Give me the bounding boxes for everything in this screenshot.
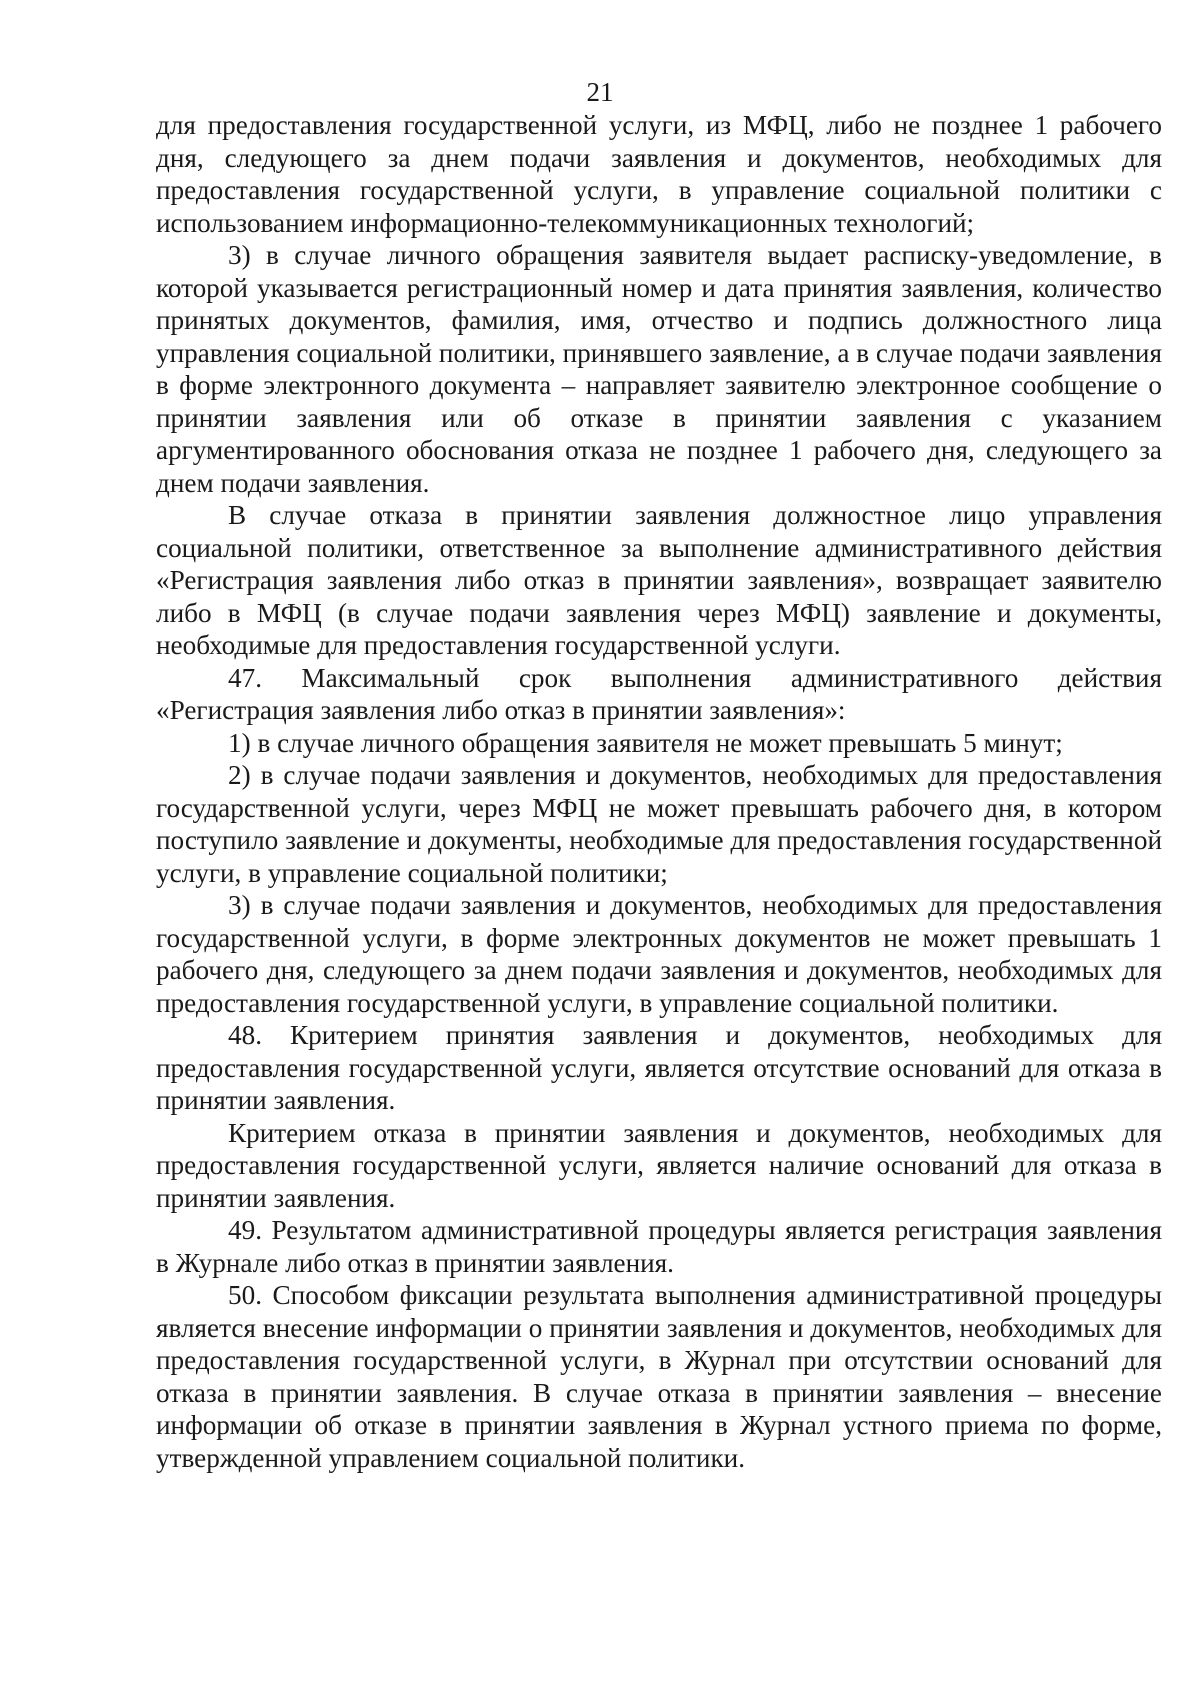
paragraph-50-recording-method: 50. Способом фиксации результата выполнения административной процедуры является внесение информации о принятии заявления и документов, необходимых для предоставления государственной услуги, в Журнал при отсутствии оснований для отказа в принятии заявления. В случае отказа в принятии заявления – внесение информации об отказе в принятии заявления в Журнал устного приема по форме, утвержденной управлением социальной политики. <box>156 1280 1162 1473</box>
page-number: 21 <box>586 77 614 107</box>
paragraph-47-item-2: 2) в случае подачи заявления и документов, необходимых для предоставления государственной услуги, через МФЦ не может превышать рабочего дня, в котором поступило заявление и документы, необходимые для предоставления государственной услуги, в управление социальной политики; <box>156 760 1162 888</box>
paragraph-49-result: 49. Результатом административной процедуры является регистрация заявления в Журнале либо отказ в принятии заявления. <box>156 1215 1162 1278</box>
paragraph-48-refusal-criterion: Критерием отказа в принятии заявления и документов, необходимых для предоставления государственной услуги, является наличие оснований для отказа в принятии заявления. <box>156 1117 1162 1213</box>
paragraph-item-3-receipt: 3) в случае личного обращения заявителя выдает расписку-уведомление, в которой указывается регистрационный номер и дата принятия заявления, количество принятых документов, фамилия, имя, отчество и подпись должностного лица управления социальной политики, принявшего заявление, а в случае подачи заявления в форме электронного документа – направляет заявителю электронное сообщение о принятии заявления или об отказе в принятии заявления с указанием аргументированного обоснования отказа не позднее 1 рабочего дня, следующего за днем подачи заявления. <box>156 240 1162 498</box>
paragraph-47-item-3: 3) в случае подачи заявления и документов, необходимых для предоставления государственной услуги, в форме электронных документов не может превышать 1 рабочего дня, следующего за днем подачи заявления и документов, необходимых для предоставления государственной услуги, в управление социальной политики. <box>156 890 1162 1018</box>
body-text <box>156 109 1162 1474</box>
paragraph-48-acceptance-criterion: 48. Критерием принятия заявления и документов, необходимых для предоставления государственной услуги, является отсутствие оснований для отказа в принятии заявления. <box>156 1020 1162 1115</box>
paragraph-continuation: для предоставления государственной услуги, из МФЦ, либо не позднее 1 рабочего дня, следующего за днем подачи заявления и документов, необходимых для предоставления государственной услуги, в управление социальной политики с использованием информационно-телекоммуникационных технологий; <box>156 110 1162 238</box>
paragraph-refusal-return: В случае отказа в принятии заявления должностное лицо управления социальной политики, ответственное за выполнение административного действия «Регистрация заявления либо отказ в принятии заявления», возвращает заявителю либо в МФЦ (в случае подачи заявления через МФЦ) заявление и документы, необходимые для предоставления государственной услуги. <box>156 500 1162 660</box>
paragraph-47-item-1: 1) в случае личного обращения заявителя не может превышать 5 минут; <box>228 727 1063 758</box>
paragraph-47-max-term: 47. Максимальный срок выполнения административного действия «Регистрация заявления либо отказ в принятии заявления»: <box>156 662 1162 725</box>
